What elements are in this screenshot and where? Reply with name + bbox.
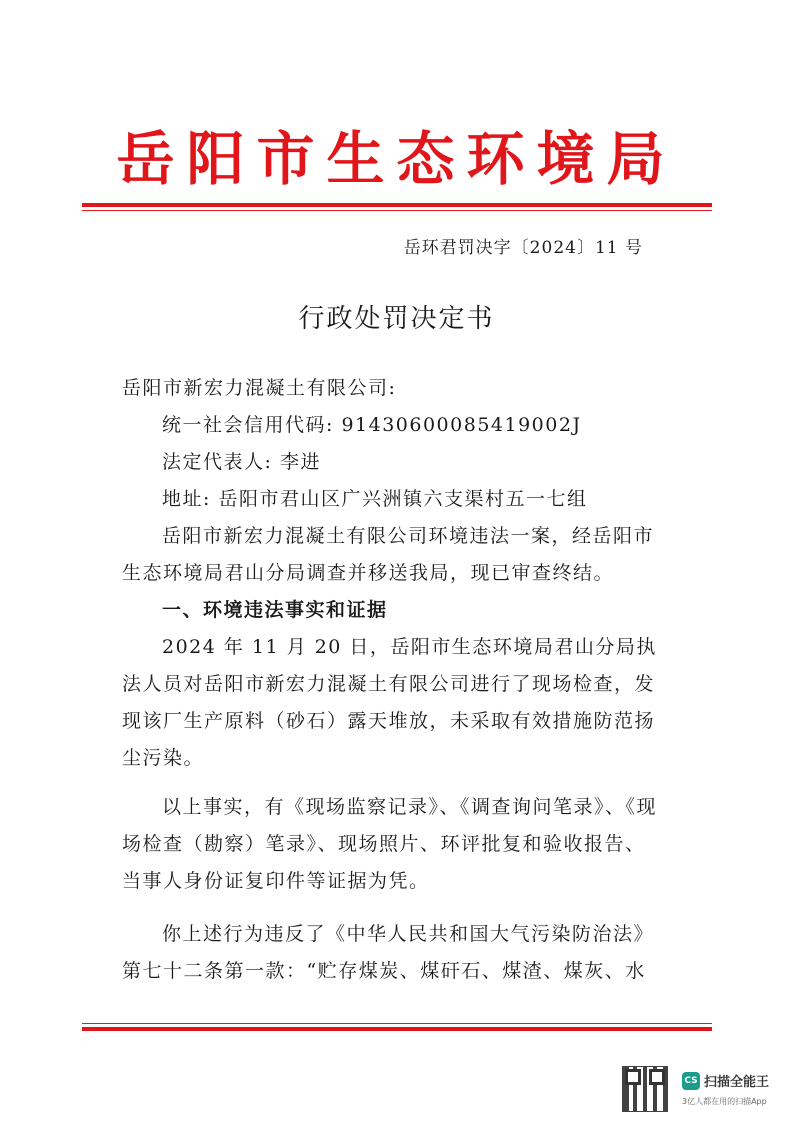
scanner-app-name: 扫描全能王 <box>704 1075 770 1090</box>
qr-code-icon <box>622 1066 668 1112</box>
document-title: 行政处罚决定书 <box>298 304 495 334</box>
evidence-paragraph: 以上事实，有《现场监察记录》、《调查询问笔录》、《现场检查（勘察）笔录》、现场照片、环评批复和验收报告、当事人身份证复印件等证据为凭。 <box>122 796 658 892</box>
document-number: 岳环君罚决字〔2024〕11 号 <box>403 238 643 258</box>
address: 地址: 岳阳市君山区广兴洲镇六支渠村五一七组 <box>162 488 588 510</box>
document-body <box>122 370 662 990</box>
footer-red-rule <box>82 1023 712 1031</box>
violation-paragraph: 你上述行为违反了《中华人民共和国大气污染防治法》第七十二条第一款：“贮存煤炭、煤矸石、煤渣、煤灰、水 <box>122 923 655 982</box>
scanner-tagline: 3亿人都在用的扫描App <box>682 1097 767 1106</box>
intro-paragraph: 岳阳市新宏力混凝土有限公司环境违法一案，经岳阳市生态环境局君山分局调查并移送我局，现已审查终结。 <box>122 525 655 584</box>
camscanner-logo-icon: CS <box>682 1072 700 1090</box>
section-heading-facts: 一、环境违法事实和证据 <box>162 599 388 621</box>
recipient-company: 岳阳市新宏力混凝土有限公司: <box>122 377 397 399</box>
facts-paragraph: 2024 年 11 月 20 日，岳阳市生态环境局君山分局执法人员对岳阳市新宏力混凝土有限公司进行了现场检查，发现该厂生产原料（砂石）露天堆放，未采取有效措施防范扬尘污染。 <box>122 636 657 769</box>
legal-representative: 法定代表人: 李进 <box>162 451 321 473</box>
scanner-watermark <box>622 1066 782 1112</box>
agency-header: 岳阳市生态环境局 <box>116 125 677 193</box>
credit-code: 统一社会信用代码: 91430600085419002J <box>162 414 582 436</box>
header-red-rule <box>82 203 712 211</box>
